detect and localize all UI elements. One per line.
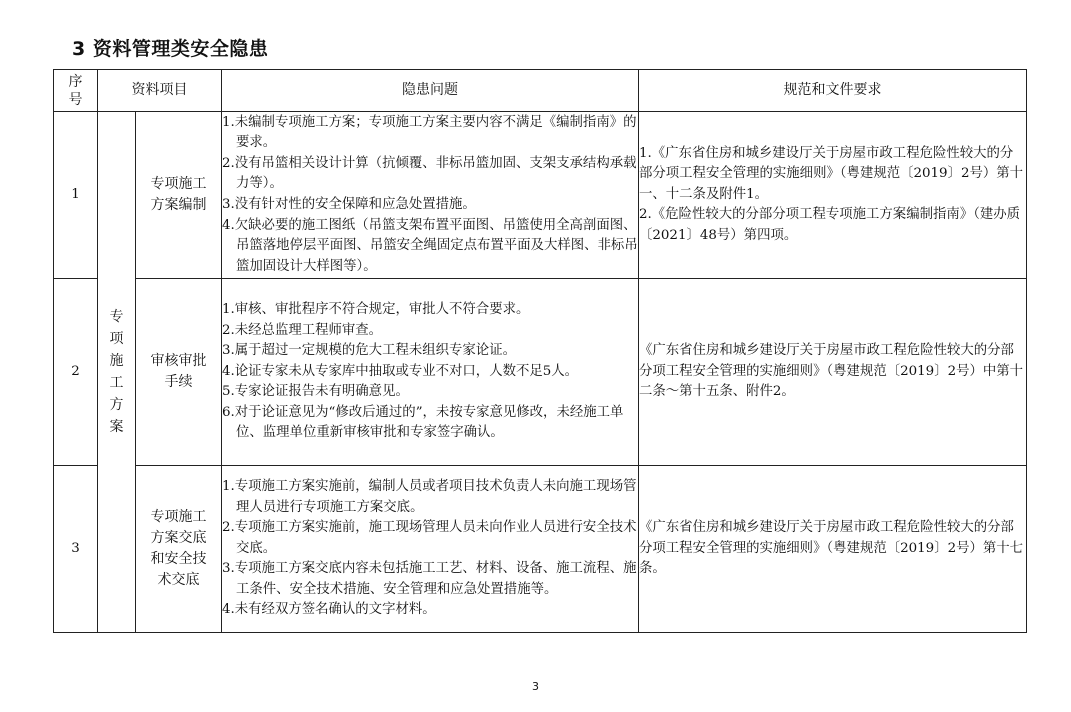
issue-item: 4.欠缺必要的施工图纸（吊篮支架布置平面图、吊篮使用全高剖面图、吊篮落地停层平面图、吊篮安全绳固定点布置平面及大样图、非标吊篮加固设计大样图等）。 [222,217,638,274]
issue-item: 2.未经总监理工程师审查。 [222,322,383,338]
page-number: 3 [532,680,539,693]
issue-item: 5.专家论证报告未有明确意见。 [222,384,409,400]
hazard-table [53,69,1027,633]
ref-item: 2.《危险性较大的分部分项工程专项施工方案编制指南》（建办质〔2021〕48号）第四项。 [639,207,1021,243]
table-row [54,466,1027,633]
table-header-row [54,70,1027,112]
row-issues [222,279,639,466]
row-issues [222,466,639,633]
row-seq: 3 [54,466,98,633]
issue-item: 1.审核、审批程序不符合规定，审批人不符合要求。 [222,301,530,317]
header-issues: 隐患问题 [222,70,639,112]
issue-item: 2.没有吊篮相关设计计算（抗倾覆、非标吊篮加固、支架支承结构承载力等）。 [222,155,637,192]
table-row [54,279,1027,466]
row-seq: 2 [54,279,98,466]
header-refs: 规范和文件要求 [639,70,1027,112]
issue-item: 1.未编制专项施工方案；专项施工方案主要内容不满足《编制指南》的要求。 [222,114,637,151]
row-issues [222,112,639,279]
issue-item: 1.专项施工方案实施前，编制人员或者项目技术负责人未向施工现场管理人员进行专项施工方案交底。 [222,478,637,515]
issue-item: 6.对于论证意见为“修改后通过的”，未按专家意见修改，未经施工单位、监理单位重新审核审批和专家签字确认。 [222,404,624,441]
issue-item: 4.未有经双方签名确认的文字材料。 [222,602,436,618]
ref-item: 《广东省住房和城乡建设厅关于房屋市政工程危险性较大的分部分项工程安全管理的实施细则》（粤建规范〔2019〕2号）中第十二条～第十五条、附件2。 [639,343,1024,400]
issue-item: 4.论证专家未从专家库中抽取或专业不对口，人数不足5人。 [222,363,579,379]
row-seq: 1 [54,112,98,279]
row-refs [639,279,1027,466]
row-refs [639,112,1027,279]
header-item: 资料项目 [98,70,222,112]
issue-item: 2.专项施工方案实施前，施工现场管理人员未向作业人员进行安全技术交底。 [222,520,637,556]
section-title: 3 资料管理类安全隐患 [72,38,269,60]
header-seq: 序 号 [54,70,98,112]
row-item: 审核审批 手续 [136,279,222,466]
ref-item: 1.《广东省住房和城乡建设厅关于房屋市政工程危险性较大的分部分项工程安全管理的实施细则》（粤建规范〔2019〕2号）第十一、十二条及附件1。 [639,145,1024,202]
issue-item: 3.属于超过一定规模的危大工程未组织专家论证。 [222,343,516,359]
ref-item: 《广东省住房和城乡建设厅关于房屋市政工程危险性较大的分部分项工程安全管理的实施细则》（粤建规范〔2019〕2号）第十七条。 [639,520,1024,577]
issue-item: 3.没有针对性的安全保障和应急处置措施。 [222,197,476,212]
table-row [54,112,1027,279]
category-cell: 专 项 施 工 方 案 [98,112,136,633]
row-item: 专项施工 方案交底 和安全技 术交底 [136,466,222,633]
issue-item: 3.专项施工方案交底内容未包括施工工艺、材料、设备、施工流程、施工条件、安全技术措施、安全管理和应急处置措施等。 [222,561,637,597]
row-item: 专项施工 方案编制 [136,112,222,279]
row-refs [639,466,1027,633]
